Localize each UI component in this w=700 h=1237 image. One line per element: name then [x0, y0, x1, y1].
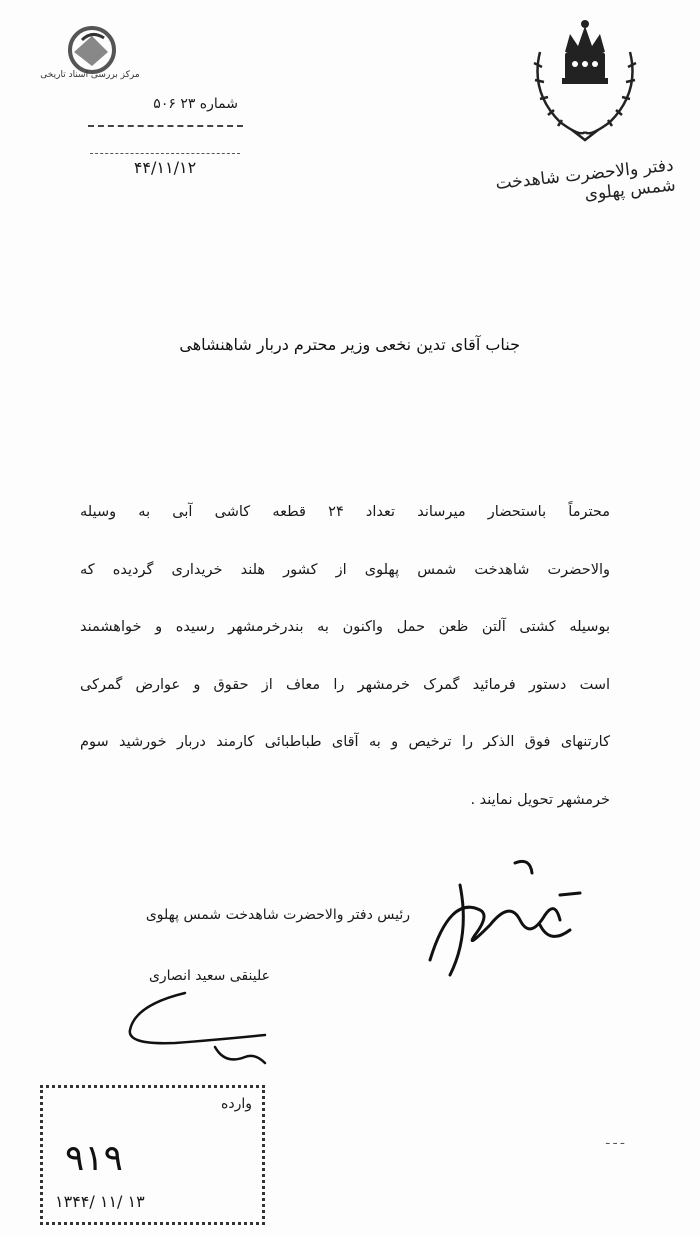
body-line: والاحضرت شاهدخت شمس پهلوی از کشور هلند خریداری گردیده که — [80, 561, 610, 578]
signatory-title: رئیس دفتر والاحضرت شاهدخت شمس پهلوی — [145, 907, 410, 923]
body-line: کارتنهای فوق الذکر را ترخیص و به آقای طباطبائی کارمند دربار خورشید سوم — [80, 734, 610, 750]
office-name: دفتر والاحضرت شاهدخت شمس پهلوی — [494, 155, 677, 205]
initials-scribble — [115, 985, 295, 1075]
body-line: بوسیله کشتی آلتن ظعن حمل واکنون به بندرخرمشهر رسیده و خواهشمند — [80, 619, 610, 635]
letter-date: ۴۴/۱۱/۱۲ — [90, 153, 240, 177]
stamp-date: ۱۳۴۴/ ۱۱/ ۱۳ — [55, 1192, 145, 1211]
divider — [88, 125, 243, 127]
body-line: خرمشهر تحویل نمایند . — [470, 791, 610, 808]
handwritten-signature — [420, 855, 590, 985]
stamp-label: وارده — [221, 1096, 252, 1112]
body-line: محترماً باستحضار میرساند تعداد ۲۴ قطعه کاشی آبی به وسیله — [80, 504, 610, 520]
body-line: است دستور فرمائید گمرک خرمشهر را معاف از حقوق و عوارض گمرکی — [80, 676, 610, 693]
stamp-number: ۹۱۹ — [65, 1138, 124, 1179]
corner-mark: ـ ـ ـ — [606, 1133, 625, 1147]
addressee-line: جناب آقای تدین نخعی وزیر محترم دربار شاهنشاهی — [179, 335, 520, 354]
signatory-name: علینقی سعید انصاری — [148, 968, 270, 984]
logo-caption: مرکز بررسی اسناد تاریخی — [40, 70, 140, 80]
registry-stamp — [40, 1085, 265, 1225]
letter-number: شماره ۲۳ ۵۰۶ — [153, 96, 238, 112]
letter-body — [80, 497, 610, 842]
royal-emblem — [520, 12, 650, 147]
archive-logo — [52, 22, 152, 92]
